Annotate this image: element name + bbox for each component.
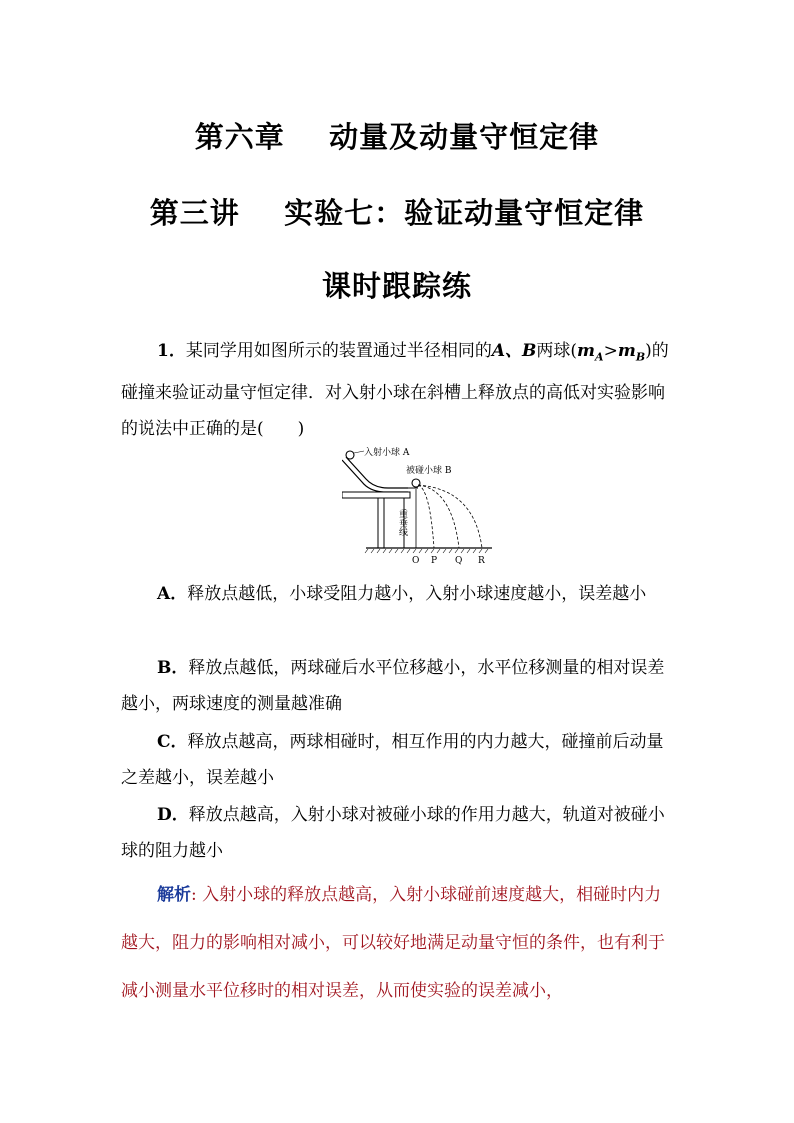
label-incident-ball: 入射小球 A [364,448,410,458]
point-q: Q [455,556,463,566]
point-r: R [478,556,485,566]
practice-title: 课时跟踪练 [321,269,472,303]
incline-rail-bottom [342,460,408,492]
collision-apparatus-figure [342,445,494,569]
question-text-3: )的碰撞来验证动量守恒定律．对入射小球在斜槽上释放点的高低对实验影响的说法中正确的是( ) [121,341,669,440]
ball-labels: A、B [491,341,537,361]
mass-b-sub: B [635,350,646,364]
option-b-letter: B． [157,658,189,678]
greater-than: > [603,341,618,361]
table-leg [378,498,384,548]
question-text-1: 某同学用如图所示的装置通过半径相同的 [185,341,492,361]
mass-a: m [577,341,596,361]
label-plumb-line: 重垂线 [397,509,407,536]
trajectory-q [418,485,459,548]
analysis-paragraph [121,871,677,1015]
option-b-text: 释放点越低，两球碰后水平位移越小，水平位移测量的相对误差越小，两球速度的测量越准确 [121,658,665,714]
trajectory-p [418,485,434,548]
option-c[interactable] [121,724,677,796]
analysis-text: : 入射小球的释放点越高，入射小球碰前速度越大，相碰时内力越大，阻力的影响相对减小，可以较好地满足动量守恒的条件，也有利于减小测量水平位移时的相对误差，从而使实验的误差减小， [121,885,665,1001]
chapter-title: 第六章 动量及动量守恒定律 [194,120,600,154]
table-top [342,492,410,498]
trajectory-r [418,485,482,548]
question-text-2: 两球( [536,341,578,361]
point-o: O [412,556,420,566]
question-1 [121,333,677,447]
option-d-letter: D． [157,805,189,825]
option-c-text: 释放点越高，两球相碰时，相互作用的内力越大，碰撞前后动量之差越小，误差越小 [121,732,664,788]
ball-b-icon [412,479,420,487]
option-a-text: 释放点越低，小球受阻力越小，入射小球速度越小，误差越小 [187,584,647,604]
mass-b: m [617,341,636,361]
option-a-letter: A． [157,584,188,604]
label-target-ball: 被碰小球 B [406,466,452,476]
option-d-text: 释放点越高，入射小球对被碰小球的作用力越大，轨道对被碰小球的阻力越小 [121,805,665,861]
option-d[interactable] [121,797,677,869]
lecture-title: 第三讲 实验七：验证动量守恒定律 [149,196,645,230]
ball-a-icon [346,451,354,459]
option-b[interactable] [121,650,677,722]
point-p: P [431,556,438,566]
mass-a-sub: A [595,350,604,364]
option-c-letter: C． [157,732,188,752]
analysis-label: 解析 [157,885,191,905]
question-number: 1． [157,341,186,361]
option-a[interactable] [121,576,677,612]
incline-rail-top [346,457,408,488]
